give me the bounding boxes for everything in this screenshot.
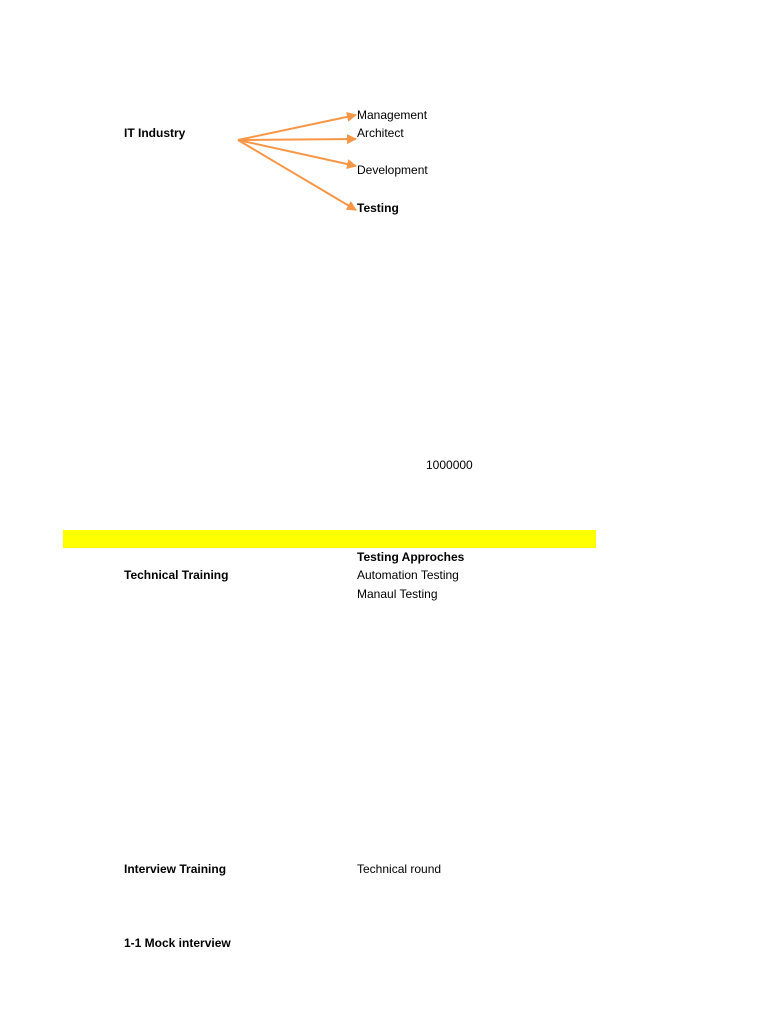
branch-development: Development — [357, 163, 428, 177]
testing-approaches-header: Testing Approches — [357, 550, 465, 564]
manual-testing-item: Manaul Testing — [357, 587, 438, 601]
mock-interview-label: 1-1 Mock interview — [124, 936, 231, 950]
branch-testing: Testing — [357, 201, 399, 215]
branch-architect: Architect — [357, 126, 404, 140]
arrow-testing — [238, 140, 356, 210]
branch-management: Management — [357, 108, 428, 122]
automation-testing-item: Automation Testing — [357, 568, 459, 582]
technical-training-label: Technical Training — [124, 568, 229, 582]
diagram-root-label: IT Industry — [124, 126, 186, 140]
arrow-development — [238, 140, 356, 166]
technical-round-item: Technical round — [357, 862, 442, 876]
arrow-management — [238, 115, 356, 140]
number-value: 1000000 — [426, 458, 473, 472]
highlighted-row — [63, 530, 596, 548]
interview-training-label: Interview Training — [124, 862, 227, 876]
arrow-architect — [238, 139, 356, 140]
